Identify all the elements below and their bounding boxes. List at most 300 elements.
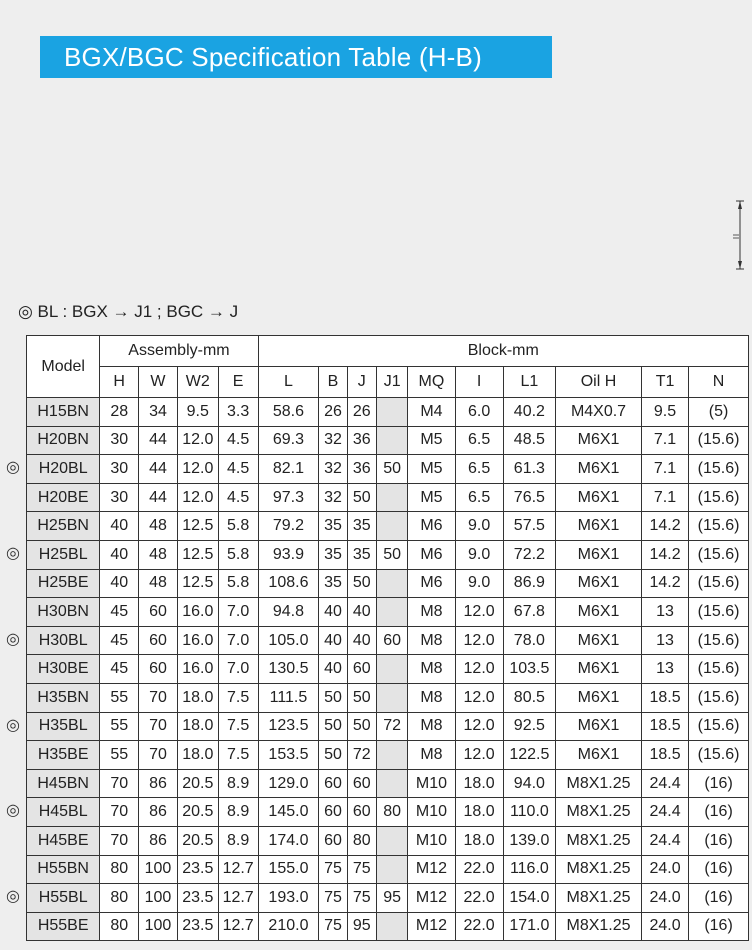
table-cell: 8.9 xyxy=(218,826,258,855)
model-cell: H35BL xyxy=(27,712,100,741)
table-cell: 12.0 xyxy=(177,483,218,512)
table-cell: 60 xyxy=(347,769,376,798)
table-cell: 7.1 xyxy=(641,483,688,512)
table-cell: 12.0 xyxy=(455,655,503,684)
row-marker-icon: ◎ xyxy=(6,888,20,905)
table-cell: 35 xyxy=(319,512,347,541)
table-cell xyxy=(376,655,407,684)
table-cell: 110.0 xyxy=(503,798,555,827)
table-row xyxy=(27,569,749,598)
table-cell: 171.0 xyxy=(503,912,555,941)
table-cell: M8 xyxy=(408,741,455,770)
table-cell: (16) xyxy=(689,855,749,884)
table-row xyxy=(27,655,749,684)
table-cell: M6 xyxy=(408,569,455,598)
table-cell: 23.5 xyxy=(177,855,218,884)
table-cell: 70 xyxy=(100,826,139,855)
table-cell: M8X1.25 xyxy=(556,912,642,941)
table-cell: 40 xyxy=(100,569,139,598)
table-cell: M6X1 xyxy=(556,569,642,598)
table-cell: 122.5 xyxy=(503,741,555,770)
model-cell: H20BE xyxy=(27,483,100,512)
table-cell: (15.6) xyxy=(689,483,749,512)
table-cell: 6.0 xyxy=(455,398,503,427)
table-cell: 18.0 xyxy=(177,712,218,741)
table-cell: M6X1 xyxy=(556,683,642,712)
model-cell: H20BL xyxy=(27,455,100,484)
table-cell: M8 xyxy=(408,655,455,684)
model-cell: H45BN xyxy=(27,769,100,798)
table-cell: 79.2 xyxy=(258,512,319,541)
table-cell: 55 xyxy=(100,712,139,741)
table-cell: 30 xyxy=(100,483,139,512)
table-cell: 75 xyxy=(319,912,347,941)
table-cell: 153.5 xyxy=(258,741,319,770)
table-cell xyxy=(376,483,407,512)
table-row xyxy=(27,512,749,541)
table-cell: 50 xyxy=(319,683,347,712)
table-cell: 24.4 xyxy=(641,798,688,827)
table-cell: 5.8 xyxy=(218,540,258,569)
table-cell: M6X1 xyxy=(556,426,642,455)
table-cell: 76.5 xyxy=(503,483,555,512)
table-cell: 23.5 xyxy=(177,884,218,913)
table-cell: 50 xyxy=(376,455,407,484)
table-cell: 24.4 xyxy=(641,826,688,855)
table-cell: 78.0 xyxy=(503,626,555,655)
table-cell: 75 xyxy=(319,855,347,884)
table-cell: M6X1 xyxy=(556,540,642,569)
table-cell: 80 xyxy=(100,884,139,913)
table-cell: 18.5 xyxy=(641,741,688,770)
table-cell: M12 xyxy=(408,884,455,913)
table-cell: 100 xyxy=(139,855,178,884)
column-header: J xyxy=(347,367,376,398)
model-cell: H25BN xyxy=(27,512,100,541)
table-cell: 9.5 xyxy=(177,398,218,427)
column-header: L xyxy=(258,367,319,398)
table-cell: 72 xyxy=(376,712,407,741)
table-cell xyxy=(376,769,407,798)
table-row xyxy=(27,826,749,855)
row-marker-icon: ◎ xyxy=(6,631,20,648)
table-cell xyxy=(376,683,407,712)
table-cell: M6 xyxy=(408,540,455,569)
table-cell: 30 xyxy=(100,426,139,455)
table-cell: 12.0 xyxy=(455,712,503,741)
dimension-mark-icon xyxy=(730,195,750,275)
table-cell: 60 xyxy=(319,798,347,827)
table-cell: 8.9 xyxy=(218,798,258,827)
table-row xyxy=(27,398,749,427)
table-cell: 35 xyxy=(347,512,376,541)
model-cell: H25BL xyxy=(27,540,100,569)
column-header: I xyxy=(455,367,503,398)
table-cell: 22.0 xyxy=(455,884,503,913)
table-cell: 7.5 xyxy=(218,741,258,770)
table-cell: 30 xyxy=(100,455,139,484)
table-cell: M4 xyxy=(408,398,455,427)
table-cell: 32 xyxy=(319,426,347,455)
table-cell: 14.2 xyxy=(641,569,688,598)
table-cell: 9.0 xyxy=(455,569,503,598)
table-cell: 44 xyxy=(139,455,178,484)
row-marker-icon: ◎ xyxy=(6,802,20,819)
table-cell: 75 xyxy=(347,884,376,913)
model-cell: H35BE xyxy=(27,741,100,770)
table-cell: 32 xyxy=(319,483,347,512)
table-cell: 12.7 xyxy=(218,855,258,884)
table-cell: 23.5 xyxy=(177,912,218,941)
table-cell: 4.5 xyxy=(218,455,258,484)
column-header: B xyxy=(319,367,347,398)
table-cell: 7.1 xyxy=(641,455,688,484)
table-cell: 40 xyxy=(100,540,139,569)
table-cell: 70 xyxy=(139,683,178,712)
table-cell: 100 xyxy=(139,912,178,941)
table-cell: 48.5 xyxy=(503,426,555,455)
table-cell: M6X1 xyxy=(556,598,642,627)
model-cell: H55BL xyxy=(27,884,100,913)
table-cell: 75 xyxy=(347,855,376,884)
table-cell: 61.3 xyxy=(503,455,555,484)
table-cell: 22.0 xyxy=(455,912,503,941)
table-cell: 82.1 xyxy=(258,455,319,484)
table-cell: 20.5 xyxy=(177,798,218,827)
table-cell: 86 xyxy=(139,798,178,827)
table-cell: 4.5 xyxy=(218,426,258,455)
column-header: N xyxy=(689,367,749,398)
table-cell: 44 xyxy=(139,426,178,455)
table-cell: 55 xyxy=(100,683,139,712)
table-cell: 13 xyxy=(641,598,688,627)
table-cell: 55 xyxy=(100,741,139,770)
table-cell: 95 xyxy=(347,912,376,941)
table-cell: 58.6 xyxy=(258,398,319,427)
table-row xyxy=(27,798,749,827)
table-cell: 154.0 xyxy=(503,884,555,913)
table-cell: (16) xyxy=(689,798,749,827)
table-cell: 3.3 xyxy=(218,398,258,427)
model-cell: H20BN xyxy=(27,426,100,455)
table-cell: M6X1 xyxy=(556,741,642,770)
table-cell: 67.8 xyxy=(503,598,555,627)
table-cell xyxy=(376,512,407,541)
table-cell: (15.6) xyxy=(689,455,749,484)
table-cell: 86 xyxy=(139,826,178,855)
table-cell: 12.5 xyxy=(177,540,218,569)
table-cell: 24.4 xyxy=(641,769,688,798)
table-cell: 94.0 xyxy=(503,769,555,798)
table-cell: (15.6) xyxy=(689,426,749,455)
table-cell: M4X0.7 xyxy=(556,398,642,427)
table-cell: (15.6) xyxy=(689,598,749,627)
table-cell xyxy=(376,569,407,598)
table-cell xyxy=(376,912,407,941)
table-cell: 4.5 xyxy=(218,483,258,512)
table-cell: 48 xyxy=(139,540,178,569)
table-cell: 5.8 xyxy=(218,512,258,541)
table-row xyxy=(27,769,749,798)
table-cell: 93.9 xyxy=(258,540,319,569)
table-cell: 40 xyxy=(100,512,139,541)
table-cell: 60 xyxy=(139,626,178,655)
table-cell: M12 xyxy=(408,855,455,884)
column-header: MQ xyxy=(408,367,455,398)
table-cell: 50 xyxy=(347,569,376,598)
table-cell: M8 xyxy=(408,626,455,655)
table-cell: 97.3 xyxy=(258,483,319,512)
table-cell: 34 xyxy=(139,398,178,427)
row-marker-icon: ◎ xyxy=(6,717,20,734)
table-cell: 6.5 xyxy=(455,455,503,484)
table-cell: 70 xyxy=(139,741,178,770)
table-cell: 12.7 xyxy=(218,884,258,913)
legend-note: ◎ BL : BGX → J1 ; BGC → J xyxy=(18,302,239,321)
table-cell: 72 xyxy=(347,741,376,770)
table-cell: 12.0 xyxy=(177,426,218,455)
table-cell: 22.0 xyxy=(455,855,503,884)
block-group-header: Block-mm xyxy=(258,336,748,367)
table-cell: 111.5 xyxy=(258,683,319,712)
table-cell: 26 xyxy=(319,398,347,427)
table-cell: (16) xyxy=(689,826,749,855)
table-cell: 60 xyxy=(319,826,347,855)
model-cell: H55BN xyxy=(27,855,100,884)
model-cell: H35BN xyxy=(27,683,100,712)
table-cell: 105.0 xyxy=(258,626,319,655)
table-cell: 12.5 xyxy=(177,512,218,541)
model-cell: H45BL xyxy=(27,798,100,827)
table-row xyxy=(27,741,749,770)
table-row xyxy=(27,483,749,512)
table-cell xyxy=(376,398,407,427)
column-header: Oil H xyxy=(556,367,642,398)
table-cell: 70 xyxy=(139,712,178,741)
table-cell: (15.6) xyxy=(689,741,749,770)
model-cell: H30BE xyxy=(27,655,100,684)
table-cell: M5 xyxy=(408,455,455,484)
table-cell: M8X1.25 xyxy=(556,798,642,827)
table-cell: M5 xyxy=(408,483,455,512)
row-marker-icon: ◎ xyxy=(6,459,20,476)
table-cell: 50 xyxy=(347,712,376,741)
table-cell: M8X1.25 xyxy=(556,855,642,884)
table-cell: 103.5 xyxy=(503,655,555,684)
table-cell: M6 xyxy=(408,512,455,541)
column-header: L1 xyxy=(503,367,555,398)
table-cell: 28 xyxy=(100,398,139,427)
table-cell: 70 xyxy=(100,798,139,827)
table-row xyxy=(27,626,749,655)
table-cell: (15.6) xyxy=(689,655,749,684)
table-cell: 40 xyxy=(347,598,376,627)
table-cell: 12.0 xyxy=(455,626,503,655)
table-cell: 60 xyxy=(319,769,347,798)
model-cell: H15BN xyxy=(27,398,100,427)
column-header: W2 xyxy=(177,367,218,398)
table-cell: 44 xyxy=(139,483,178,512)
table-cell: 60 xyxy=(139,598,178,627)
table-cell: 9.5 xyxy=(641,398,688,427)
table-cell: 7.5 xyxy=(218,712,258,741)
table-cell: 18.0 xyxy=(177,741,218,770)
table-row xyxy=(27,855,749,884)
table-cell: (16) xyxy=(689,884,749,913)
table-cell: 45 xyxy=(100,598,139,627)
table-cell: 50 xyxy=(347,683,376,712)
table-cell: 18.5 xyxy=(641,683,688,712)
model-cell: H25BE xyxy=(27,569,100,598)
table-cell: 20.5 xyxy=(177,769,218,798)
table-cell: 16.0 xyxy=(177,598,218,627)
table-cell: 155.0 xyxy=(258,855,319,884)
table-cell: 8.9 xyxy=(218,769,258,798)
model-cell: H30BN xyxy=(27,598,100,627)
table-cell: (5) xyxy=(689,398,749,427)
table-cell: 80 xyxy=(347,826,376,855)
table-cell: 40.2 xyxy=(503,398,555,427)
table-cell: 50 xyxy=(347,483,376,512)
table-cell: 12.0 xyxy=(177,455,218,484)
table-cell: 9.0 xyxy=(455,540,503,569)
table-cell: 69.3 xyxy=(258,426,319,455)
table-cell: 12.7 xyxy=(218,912,258,941)
table-cell: 94.8 xyxy=(258,598,319,627)
table-cell: 35 xyxy=(347,540,376,569)
table-cell: 80.5 xyxy=(503,683,555,712)
table-cell: 80 xyxy=(100,855,139,884)
table-cell: 24.0 xyxy=(641,912,688,941)
table-cell: 86 xyxy=(139,769,178,798)
table-cell: (15.6) xyxy=(689,512,749,541)
table-cell: M8X1.25 xyxy=(556,769,642,798)
table-cell: 48 xyxy=(139,569,178,598)
table-cell: 40 xyxy=(319,626,347,655)
row-marker-icon: ◎ xyxy=(6,545,20,562)
table-cell: M6X1 xyxy=(556,512,642,541)
table-row xyxy=(27,884,749,913)
table-cell: 40 xyxy=(319,655,347,684)
table-cell: 92.5 xyxy=(503,712,555,741)
column-header: T1 xyxy=(641,367,688,398)
table-cell: 100 xyxy=(139,884,178,913)
column-header: H xyxy=(100,367,139,398)
table-cell: M8X1.25 xyxy=(556,826,642,855)
table-cell: (15.6) xyxy=(689,683,749,712)
table-cell: 16.0 xyxy=(177,626,218,655)
table-cell: M6X1 xyxy=(556,455,642,484)
table-cell: 45 xyxy=(100,655,139,684)
table-cell: 12.5 xyxy=(177,569,218,598)
table-cell: 12.0 xyxy=(455,598,503,627)
table-row xyxy=(27,683,749,712)
table-cell: 95 xyxy=(376,884,407,913)
table-cell: 7.0 xyxy=(218,626,258,655)
table-cell: 6.5 xyxy=(455,426,503,455)
table-cell: 210.0 xyxy=(258,912,319,941)
table-cell: 14.2 xyxy=(641,512,688,541)
table-row xyxy=(27,426,749,455)
table-cell: (15.6) xyxy=(689,626,749,655)
table-cell: 24.0 xyxy=(641,855,688,884)
table-cell: 116.0 xyxy=(503,855,555,884)
table-row xyxy=(27,912,749,941)
table-cell: 40 xyxy=(319,598,347,627)
table-cell: 13 xyxy=(641,626,688,655)
table-cell: 7.0 xyxy=(218,598,258,627)
table-cell: (16) xyxy=(689,912,749,941)
table-cell: M12 xyxy=(408,912,455,941)
table-cell: 80 xyxy=(376,798,407,827)
table-cell: 60 xyxy=(347,798,376,827)
table-cell: (16) xyxy=(689,769,749,798)
table-cell: 40 xyxy=(347,626,376,655)
table-cell: 139.0 xyxy=(503,826,555,855)
table-cell: 129.0 xyxy=(258,769,319,798)
table-cell: 36 xyxy=(347,426,376,455)
table-cell: 75 xyxy=(319,884,347,913)
table-cell: 48 xyxy=(139,512,178,541)
table-cell: 7.1 xyxy=(641,426,688,455)
page-title: BGX/BGC Specification Table (H-B) xyxy=(40,36,552,78)
table-cell: 57.5 xyxy=(503,512,555,541)
table-row xyxy=(27,455,749,484)
model-cell: H55BE xyxy=(27,912,100,941)
table-cell: M6X1 xyxy=(556,626,642,655)
table-cell: 174.0 xyxy=(258,826,319,855)
table-cell: 60 xyxy=(347,655,376,684)
table-row xyxy=(27,540,749,569)
assembly-group-header: Assembly-mm xyxy=(100,336,258,367)
model-header: Model xyxy=(27,336,100,398)
table-cell: 12.0 xyxy=(455,683,503,712)
table-cell: 18.0 xyxy=(177,683,218,712)
table-cell: 60 xyxy=(139,655,178,684)
table-cell: M8 xyxy=(408,683,455,712)
table-cell: 26 xyxy=(347,398,376,427)
table-cell: M8 xyxy=(408,598,455,627)
table-row xyxy=(27,598,749,627)
table-cell: M6X1 xyxy=(556,483,642,512)
table-cell xyxy=(376,741,407,770)
column-header: J1 xyxy=(376,367,407,398)
table-cell: (15.6) xyxy=(689,540,749,569)
table-cell: 123.5 xyxy=(258,712,319,741)
table-cell: 18.5 xyxy=(641,712,688,741)
model-cell: H30BL xyxy=(27,626,100,655)
table-cell: 35 xyxy=(319,569,347,598)
table-cell: 45 xyxy=(100,626,139,655)
table-cell: 6.5 xyxy=(455,483,503,512)
table-cell: 193.0 xyxy=(258,884,319,913)
table-cell: 72.2 xyxy=(503,540,555,569)
table-cell: 50 xyxy=(319,741,347,770)
table-cell: 32 xyxy=(319,455,347,484)
table-cell: (15.6) xyxy=(689,569,749,598)
table-cell: 50 xyxy=(319,712,347,741)
table-cell: 20.5 xyxy=(177,826,218,855)
table-cell: 12.0 xyxy=(455,741,503,770)
table-cell: 130.5 xyxy=(258,655,319,684)
table-cell: 80 xyxy=(100,912,139,941)
table-cell: 145.0 xyxy=(258,798,319,827)
table-cell: 60 xyxy=(376,626,407,655)
table-cell: 35 xyxy=(319,540,347,569)
table-cell: 18.0 xyxy=(455,769,503,798)
table-cell: 16.0 xyxy=(177,655,218,684)
table-cell: M10 xyxy=(408,769,455,798)
